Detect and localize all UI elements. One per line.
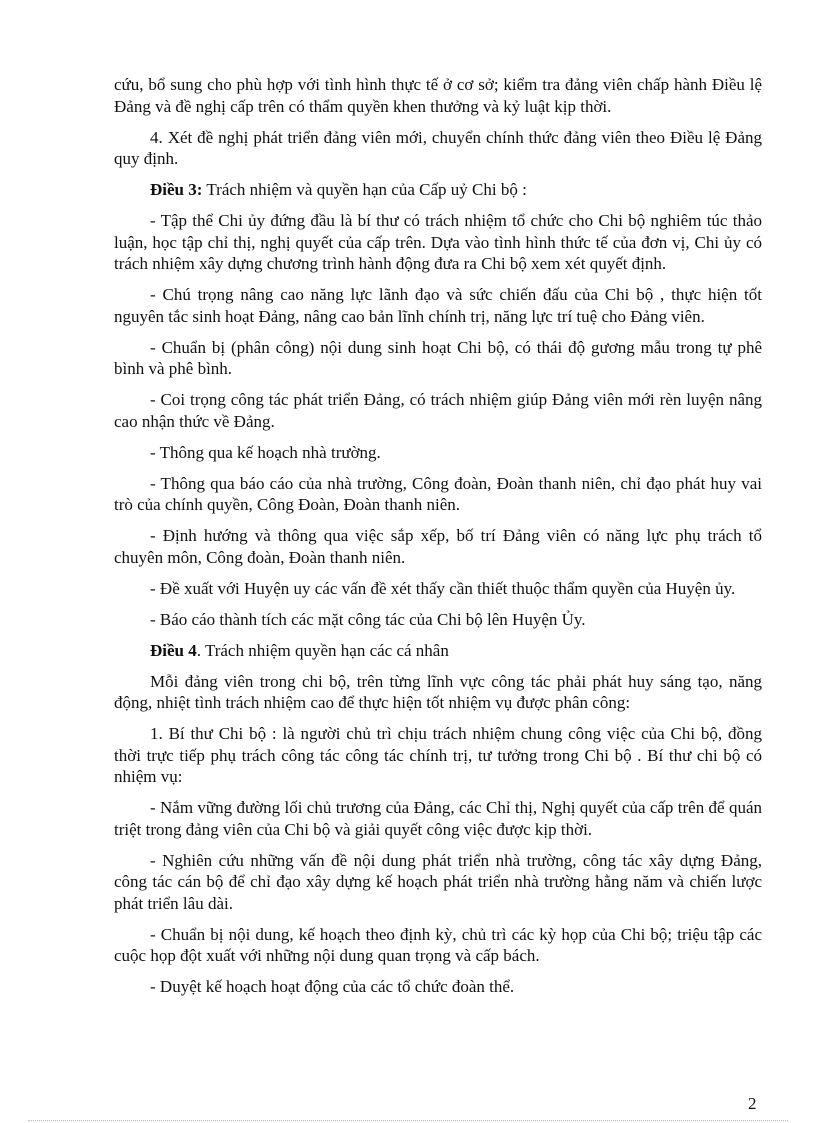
page-number: 2 bbox=[748, 1094, 757, 1113]
paragraph: - Đề xuất với Huyện uy các vấn đề xét thấy cần thiết thuộc thẩm quyền của Huyện ủy. bbox=[150, 578, 736, 598]
paragraph: cứu, bổ sung cho phù hợp với tình hình thực tế ở cơ sở; kiểm tra đảng viên chấp hành Điều lệ Đảng và đề nghị cấp trên có thẩm quyền khen thưởng và kỷ luật kịp thời. bbox=[114, 75, 762, 116]
paragraph: - Chuẩn bị (phân công) nội dung sinh hoạt Chi bộ, có thái độ gương mẫu trong tự phê bình và phê bình. bbox=[114, 337, 762, 378]
paragraph: - Định hướng và thông qua việc sắp xếp, bố trí Đảng viên có năng lực phụ trách tổ chuyên môn, Công đoàn, Đoàn thanh niên. bbox=[114, 526, 762, 567]
paragraph: - Thông qua kế hoạch nhà trường. bbox=[150, 442, 381, 462]
paragraph: - Báo cáo thành tích các mặt công tác của Chi bộ lên Huyện Ủy. bbox=[150, 609, 586, 629]
footer-divider bbox=[28, 1120, 788, 1121]
paragraph: - Nghiên cứu những vấn đề nội dung phát triển nhà trường, công tác xây dựng Đảng, công tác cán bộ để chỉ đạo xây dựng kế hoạch phát triển nhà trường hằng năm và chiến lược phát triển lâu dài. bbox=[114, 850, 762, 913]
paragraph: - Tập thể Chi ủy đứng đầu là bí thư có trách nhiệm tổ chức cho Chi bộ nghiêm túc thảo luận, học tập chỉ thị, nghị quyết của cấp trên. Dựa vào tình hình thức tế của đơn vị, Chi ủy có trách nhiệm xây dựng chương trình hành động đưa ra Chi bộ xem xét quyết định. bbox=[114, 211, 762, 273]
paragraph: Mỗi đảng viên trong chi bộ, trên từng lĩnh vực công tác phải phát huy sáng tạo, năng động, nhiệt tình trách nhiệm cao để thực hiện tốt nhiệm vụ được phân công: bbox=[114, 671, 762, 712]
paragraph: - Chú trọng nâng cao năng lực lãnh đạo và sức chiến đấu của Chi bộ , thực hiện tốt nguyên tắc sinh hoạt Đảng, nâng cao bản lĩnh chính trị, năng lực trí tuệ cho Đảng viên. bbox=[114, 285, 762, 326]
paragraph: - Thông qua báo cáo của nhà trường, Công đoàn, Đoàn thanh niên, chỉ đạo phát huy vai trò của chính quyền, Công Đoàn, Đoàn thanh niên. bbox=[114, 473, 762, 514]
article-label: Điều 4 bbox=[150, 640, 197, 660]
paragraph: 1. Bí thư Chi bộ : là người chủ trì chịu trách nhiệm chung công việc của Chi bộ, đồng thời trực tiếp phụ trách công tác công tác chính trị, tư tưởng trong Chi bộ . Bí thư chi bộ có nhiệm vụ: bbox=[114, 724, 762, 786]
document-body bbox=[114, 74, 762, 1007]
paragraph: 4. Xét đề nghị phát triển đảng viên mới, chuyển chính thức đảng viên theo Điều lệ Đảng quy định. bbox=[114, 127, 762, 168]
article-label: Điều 3: bbox=[150, 180, 203, 199]
paragraph: - Duyệt kế hoạch hoạt động của các tổ chức đoàn thể. bbox=[150, 977, 515, 996]
paragraph: - Nắm vững đường lối chủ trương của Đảng, các Chỉ thị, Nghị quyết của cấp trên để quán triệt trong đảng viên của Chi bộ và giải quyết công việc được kịp thời. bbox=[114, 798, 762, 839]
article-heading: Điều 3: Trách nhiệm và quyền hạn của Cấp uỷ Chi bộ : bbox=[150, 180, 527, 199]
paragraph: - Chuẩn bị nội dung, kế hoạch theo định kỳ, chủ trì các kỳ họp của Chi bộ; triệu tập các cuộc họp đột xuất với những nội dung quan trọng và cấp bách. bbox=[114, 924, 762, 965]
paragraph: - Coi trọng công tác phát triển Đảng, có trách nhiệm giúp Đảng viên mới rèn luyện nâng cao nhận thức về Đảng. bbox=[114, 390, 762, 431]
article-heading: Điều 4. Trách nhiệm quyền hạn các cá nhân bbox=[150, 640, 449, 660]
